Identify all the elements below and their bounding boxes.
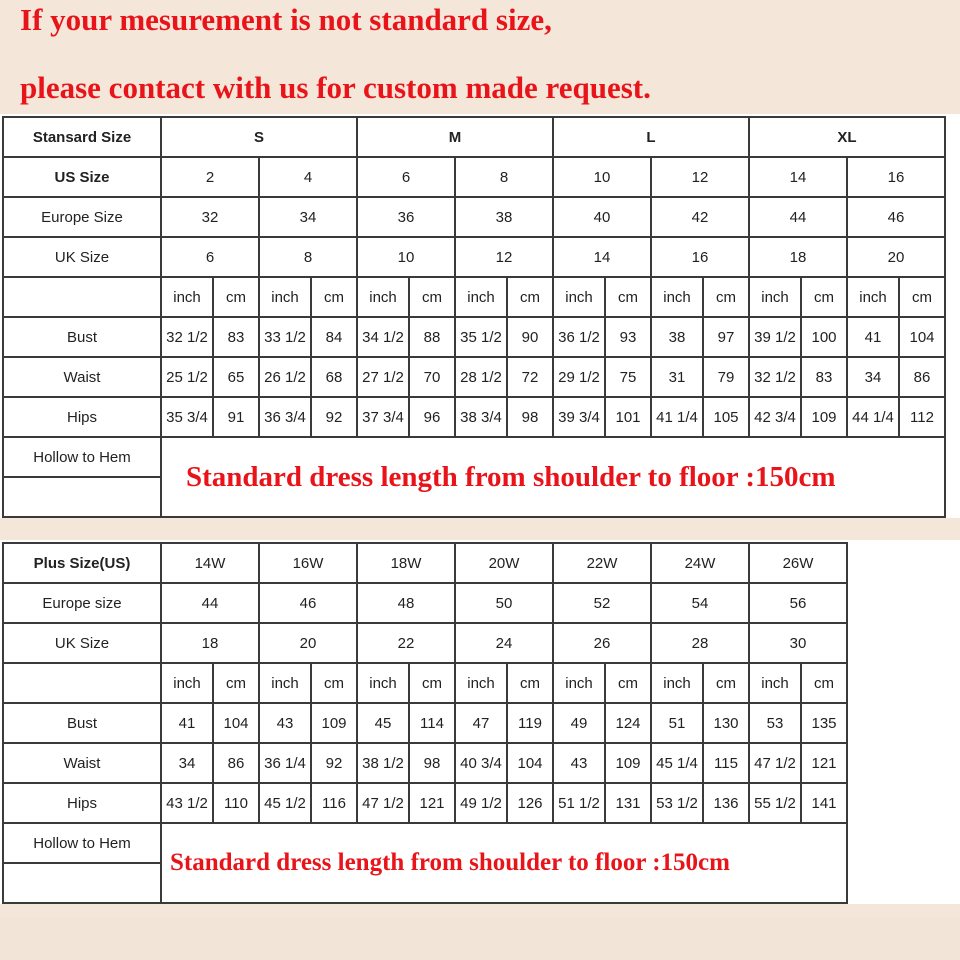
measurement-value: 38 3/4 (455, 397, 507, 437)
hollow-row (3, 437, 945, 477)
uk-size-value: 22 (357, 623, 455, 663)
measurement-value: 119 (507, 703, 553, 743)
measurement-value: 96 (409, 397, 455, 437)
measurement-value: 114 (409, 703, 455, 743)
measurement-value: 110 (213, 783, 259, 823)
measurement-value: 39 1/2 (749, 317, 801, 357)
size-group-header: M (357, 117, 553, 157)
measurement-value: 92 (311, 743, 357, 783)
measurement-value: 35 3/4 (161, 397, 213, 437)
measurement-value: 112 (899, 397, 945, 437)
size-group-header: S (161, 117, 357, 157)
measurement-value: 130 (703, 703, 749, 743)
measurement-value: 49 1/2 (455, 783, 507, 823)
measurement-value: 39 3/4 (553, 397, 605, 437)
us-size-value: 12 (651, 157, 749, 197)
measurement-value: 88 (409, 317, 455, 357)
measurement-value: 53 (749, 703, 801, 743)
unit-cm: cm (507, 663, 553, 703)
measurement-value: 105 (703, 397, 749, 437)
unit-inch: inch (455, 277, 507, 317)
measurement-value: 83 (213, 317, 259, 357)
uk-size-row (3, 623, 847, 663)
measurement-row (3, 357, 945, 397)
header-row (3, 543, 847, 583)
header-label: Stansard Size (3, 117, 161, 157)
measurement-value: 43 1/2 (161, 783, 213, 823)
measurement-label: Bust (3, 703, 161, 743)
measurement-value: 135 (801, 703, 847, 743)
measurement-value: 25 1/2 (161, 357, 213, 397)
unit-cm: cm (703, 663, 749, 703)
measurement-value: 33 1/2 (259, 317, 311, 357)
measurement-value: 32 1/2 (749, 357, 801, 397)
measurement-value: 98 (507, 397, 553, 437)
measurement-value: 124 (605, 703, 651, 743)
header-row (3, 117, 945, 157)
measurement-value: 91 (213, 397, 259, 437)
measurement-label: Waist (3, 357, 161, 397)
us-size-value: 10 (553, 157, 651, 197)
measurement-value: 116 (311, 783, 357, 823)
europe-size-value: 36 (357, 197, 455, 237)
measurement-row (3, 743, 847, 783)
unit-inch: inch (749, 277, 801, 317)
uk-size-value: 28 (651, 623, 749, 663)
measurement-value: 79 (703, 357, 749, 397)
hollow-to-hem-label: Hollow to Hem (3, 823, 161, 863)
unit-cm: cm (213, 663, 259, 703)
uk-size-value: 26 (553, 623, 651, 663)
measurement-value: 136 (703, 783, 749, 823)
unit-row-label (3, 277, 161, 317)
uk-size-value: 8 (259, 237, 357, 277)
measurement-label: Hips (3, 783, 161, 823)
europe-size-value: 42 (651, 197, 749, 237)
measurement-value: 36 1/2 (553, 317, 605, 357)
unit-row-label (3, 663, 161, 703)
unit-inch: inch (553, 663, 605, 703)
unit-cm: cm (801, 277, 847, 317)
measurement-value: 51 (651, 703, 703, 743)
measurement-value: 86 (213, 743, 259, 783)
unit-cm: cm (605, 663, 651, 703)
unit-inch: inch (455, 663, 507, 703)
measurement-value: 43 (259, 703, 311, 743)
measurement-row (3, 703, 847, 743)
measurement-value: 109 (311, 703, 357, 743)
measurement-value: 97 (703, 317, 749, 357)
unit-cm: cm (507, 277, 553, 317)
measurement-value: 26 1/2 (259, 357, 311, 397)
standard-size-chart (2, 116, 946, 518)
plus-size-header: 20W (455, 543, 553, 583)
measurement-value: 121 (801, 743, 847, 783)
measurement-value: 34 (161, 743, 213, 783)
measurement-value: 101 (605, 397, 651, 437)
measurement-value: 131 (605, 783, 651, 823)
measurement-value: 47 (455, 703, 507, 743)
measurement-value: 32 1/2 (161, 317, 213, 357)
measurement-value: 53 1/2 (651, 783, 703, 823)
measurement-value: 90 (507, 317, 553, 357)
measurement-value: 100 (801, 317, 847, 357)
europe-size-row (3, 197, 945, 237)
unit-cm: cm (605, 277, 651, 317)
measurement-value: 86 (899, 357, 945, 397)
unit-cm: cm (703, 277, 749, 317)
measurement-value: 44 1/4 (847, 397, 899, 437)
uk-size-label: UK Size (3, 237, 161, 277)
unit-cm: cm (213, 277, 259, 317)
plus-size-header: 22W (553, 543, 651, 583)
measurement-value: 41 (161, 703, 213, 743)
hollow-blank-cell (3, 477, 161, 517)
plus-size-header: 14W (161, 543, 259, 583)
measurement-value: 40 3/4 (455, 743, 507, 783)
unit-row (3, 277, 945, 317)
us-size-value: 14 (749, 157, 847, 197)
custom-size-notice-line1: If your mesurement is not standard size, (20, 2, 552, 37)
uk-size-value: 10 (357, 237, 455, 277)
measurement-label: Waist (3, 743, 161, 783)
europe-size-value: 52 (553, 583, 651, 623)
standard-size-panel (0, 114, 960, 518)
uk-size-value: 30 (749, 623, 847, 663)
europe-size-value: 50 (455, 583, 553, 623)
measurement-value: 42 3/4 (749, 397, 801, 437)
measurement-value: 55 1/2 (749, 783, 801, 823)
measurement-value: 36 1/4 (259, 743, 311, 783)
size-group-header: XL (749, 117, 945, 157)
unit-row (3, 663, 847, 703)
europe-size-value: 32 (161, 197, 259, 237)
unit-inch: inch (651, 277, 703, 317)
measurement-value: 104 (507, 743, 553, 783)
unit-inch: inch (651, 663, 703, 703)
measurement-value: 45 1/2 (259, 783, 311, 823)
measurement-value: 70 (409, 357, 455, 397)
measurement-value: 45 1/4 (651, 743, 703, 783)
hollow-to-hem-label: Hollow to Hem (3, 437, 161, 477)
europe-size-value: 46 (847, 197, 945, 237)
europe-size-value: 54 (651, 583, 749, 623)
bottom-background (0, 918, 960, 960)
unit-inch: inch (259, 663, 311, 703)
measurement-value: 141 (801, 783, 847, 823)
unit-inch: inch (259, 277, 311, 317)
uk-size-value: 20 (259, 623, 357, 663)
europe-size-value: 48 (357, 583, 455, 623)
measurement-value: 115 (703, 743, 749, 783)
measurement-value: 45 (357, 703, 409, 743)
plus-size-panel (0, 540, 864, 904)
europe-size-label: Europe size (3, 583, 161, 623)
hollow-blank-cell (3, 863, 161, 903)
measurement-value: 47 1/2 (357, 783, 409, 823)
uk-size-value: 18 (749, 237, 847, 277)
measurement-value: 68 (311, 357, 357, 397)
uk-size-value: 14 (553, 237, 651, 277)
unit-inch: inch (847, 277, 899, 317)
measurement-value: 65 (213, 357, 259, 397)
uk-size-value: 12 (455, 237, 553, 277)
measurement-value: 109 (605, 743, 651, 783)
custom-size-notice-line2: please contact with us for custom made request. (20, 70, 651, 105)
measurement-value: 35 1/2 (455, 317, 507, 357)
measurement-value: 93 (605, 317, 651, 357)
measurement-value: 51 1/2 (553, 783, 605, 823)
measurement-value: 29 1/2 (553, 357, 605, 397)
unit-inch: inch (161, 277, 213, 317)
unit-inch: inch (749, 663, 801, 703)
europe-size-value: 40 (553, 197, 651, 237)
unit-cm: cm (311, 277, 357, 317)
measurement-value: 98 (409, 743, 455, 783)
us-size-value: 8 (455, 157, 553, 197)
measurement-value: 41 1/4 (651, 397, 703, 437)
measurement-value: 47 1/2 (749, 743, 801, 783)
plus-size-chart (2, 542, 848, 904)
measurement-value: 126 (507, 783, 553, 823)
measurement-value: 36 3/4 (259, 397, 311, 437)
plus-size-header: 18W (357, 543, 455, 583)
measurement-value: 43 (553, 743, 605, 783)
europe-size-value: 34 (259, 197, 357, 237)
measurement-value: 109 (801, 397, 847, 437)
length-note: Standard dress length from shoulder to floor :150cm (161, 823, 847, 903)
measurement-label: Hips (3, 397, 161, 437)
us-size-label: US Size (3, 157, 161, 197)
unit-cm: cm (409, 663, 455, 703)
plus-size-header: 26W (749, 543, 847, 583)
uk-size-label: UK Size (3, 623, 161, 663)
measurement-row (3, 397, 945, 437)
europe-size-value: 44 (749, 197, 847, 237)
measurement-value: 121 (409, 783, 455, 823)
unit-cm: cm (409, 277, 455, 317)
measurement-value: 83 (801, 357, 847, 397)
plus-size-panel-margin (864, 540, 960, 904)
unit-inch: inch (357, 663, 409, 703)
measurement-value: 38 (651, 317, 703, 357)
measurement-value: 41 (847, 317, 899, 357)
measurement-label: Bust (3, 317, 161, 357)
measurement-value: 49 (553, 703, 605, 743)
measurement-row (3, 317, 945, 357)
europe-size-value: 56 (749, 583, 847, 623)
unit-cm: cm (899, 277, 945, 317)
measurement-value: 92 (311, 397, 357, 437)
measurement-value: 31 (651, 357, 703, 397)
uk-size-value: 6 (161, 237, 259, 277)
measurement-value: 34 1/2 (357, 317, 409, 357)
measurement-value: 75 (605, 357, 651, 397)
measurement-value: 72 (507, 357, 553, 397)
measurement-value: 27 1/2 (357, 357, 409, 397)
unit-inch: inch (553, 277, 605, 317)
measurement-value: 104 (899, 317, 945, 357)
us-size-value: 4 (259, 157, 357, 197)
us-size-value: 6 (357, 157, 455, 197)
uk-size-row (3, 237, 945, 277)
measurement-row (3, 783, 847, 823)
uk-size-value: 16 (651, 237, 749, 277)
measurement-value: 104 (213, 703, 259, 743)
unit-inch: inch (161, 663, 213, 703)
europe-size-row (3, 583, 847, 623)
us-size-value: 2 (161, 157, 259, 197)
measurement-value: 28 1/2 (455, 357, 507, 397)
length-note: Standard dress length from shoulder to floor :150cm (161, 437, 945, 517)
uk-size-value: 24 (455, 623, 553, 663)
size-group-header: L (553, 117, 749, 157)
hollow-row (3, 823, 847, 863)
europe-size-label: Europe Size (3, 197, 161, 237)
europe-size-value: 44 (161, 583, 259, 623)
unit-inch: inch (357, 277, 409, 317)
us-size-value: 16 (847, 157, 945, 197)
plus-size-header: 24W (651, 543, 749, 583)
us-size-row (3, 157, 945, 197)
unit-cm: cm (311, 663, 357, 703)
measurement-value: 34 (847, 357, 899, 397)
unit-cm: cm (801, 663, 847, 703)
header-label: Plus Size(US) (3, 543, 161, 583)
plus-size-header: 16W (259, 543, 357, 583)
measurement-value: 37 3/4 (357, 397, 409, 437)
uk-size-value: 20 (847, 237, 945, 277)
europe-size-value: 46 (259, 583, 357, 623)
uk-size-value: 18 (161, 623, 259, 663)
measurement-value: 84 (311, 317, 357, 357)
europe-size-value: 38 (455, 197, 553, 237)
measurement-value: 38 1/2 (357, 743, 409, 783)
